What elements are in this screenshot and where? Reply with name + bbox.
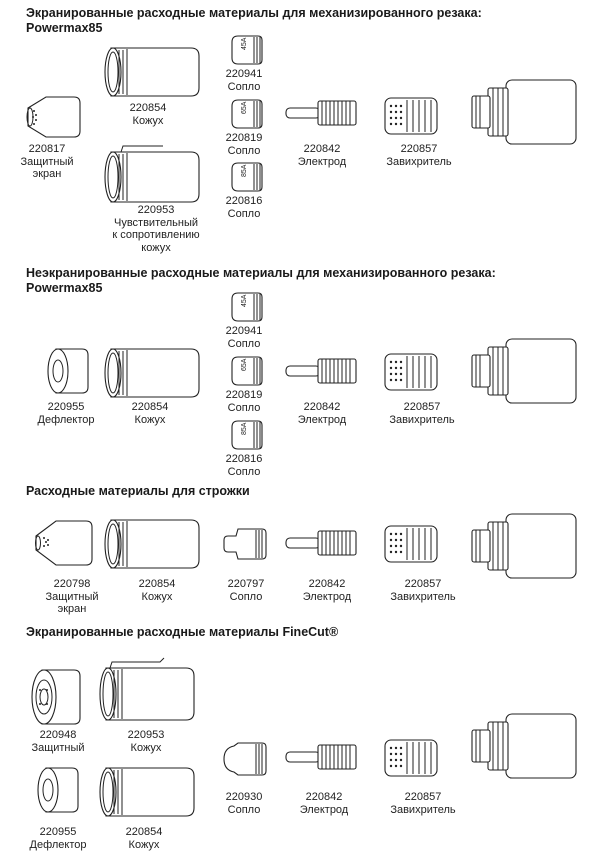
- deflector-220955-image: [46, 347, 90, 395]
- label-220842: [300, 791, 348, 816]
- retaining-cap-220854-image: [103, 516, 201, 572]
- part-code: 220857: [404, 791, 442, 803]
- label-220819: [226, 389, 263, 414]
- section-2-subtitle: Powermax85: [26, 281, 103, 295]
- label-220854: [130, 102, 167, 127]
- section-4-title: [26, 625, 338, 640]
- part-name: экран: [57, 603, 87, 615]
- electrode-220842-image: [284, 356, 360, 386]
- part-code: 220842: [303, 401, 341, 413]
- part-code: 220842: [305, 791, 343, 803]
- section-1-title-line: Экранированные расходные материалы для механизированного резака:: [26, 6, 482, 20]
- part-name: Сопло: [227, 80, 261, 93]
- part-code: 220842: [303, 143, 341, 155]
- nozzle-marking: 65A: [241, 358, 248, 371]
- torch-body-image: [466, 712, 578, 780]
- part-name: Кожух: [134, 413, 166, 426]
- part-code: 220955: [39, 826, 77, 838]
- section-3-title: [26, 484, 250, 499]
- retaining-cap-220854-image: [98, 764, 196, 820]
- part-code: 220816: [225, 453, 263, 465]
- ohmic-cap-220953-image: [98, 656, 198, 722]
- nozzle-220819-image: [228, 355, 264, 387]
- shield-220798-image: [32, 518, 94, 568]
- nozzle-220816-image: [228, 419, 264, 451]
- nozzle-220941-image: [228, 291, 264, 323]
- part-name: Сопло: [229, 590, 263, 603]
- part-name: Завихритель: [386, 155, 452, 168]
- label-220955: [30, 826, 87, 851]
- label-220953: [112, 204, 199, 254]
- part-name: экран: [32, 168, 62, 180]
- label-220854: [132, 401, 169, 426]
- label-220854: [126, 826, 163, 851]
- label-220955: [38, 401, 95, 426]
- label-220816: [226, 195, 263, 220]
- part-code: 220948: [39, 729, 77, 741]
- part-code: 220819: [225, 389, 263, 401]
- part-name: Кожух: [128, 838, 160, 851]
- torch-body-image: [466, 512, 578, 580]
- section-2-title-line: Неэкранированные расходные материалы для механизированного резака:: [26, 266, 496, 280]
- part-name: Электрод: [299, 803, 349, 816]
- part-name: Кожух: [141, 590, 173, 603]
- part-code: 220854: [125, 826, 163, 838]
- label-220941: [226, 68, 263, 93]
- label-220819: [226, 132, 263, 157]
- part-code: 220854: [131, 401, 169, 413]
- electrode-220842-image: [284, 98, 360, 128]
- swirl-ring-220857-image: [383, 352, 439, 392]
- part-code: 220953: [137, 204, 175, 216]
- label-220842: [298, 143, 346, 168]
- part-name: Дефлектор: [37, 413, 95, 426]
- part-name: Завихритель: [390, 803, 456, 816]
- part-code: 220953: [127, 729, 165, 741]
- label-220797: [228, 578, 265, 603]
- deflector-220955-image: [36, 766, 80, 814]
- part-name: Кожух: [130, 741, 162, 754]
- electrode-220842-image: [284, 742, 360, 772]
- label-220798: [45, 578, 98, 616]
- nozzle-marking: 45A: [241, 294, 248, 307]
- part-name: Дефлектор: [29, 838, 87, 851]
- part-name: Сопло: [227, 401, 261, 414]
- shield-220948-image: [30, 668, 82, 726]
- part-name: Электрод: [302, 590, 352, 603]
- part-name: Кожух: [132, 114, 164, 127]
- nozzle-marking: 45A: [241, 37, 248, 50]
- part-name: Защитный: [20, 155, 74, 168]
- part-name: Сопло: [227, 337, 261, 350]
- label-220842: [298, 401, 346, 426]
- nozzle-220816-image: [228, 161, 264, 193]
- section-1-title: [26, 6, 482, 36]
- part-code: 220941: [225, 68, 263, 80]
- part-name: Сопло: [227, 207, 261, 220]
- nozzle-marking: 65A: [241, 101, 248, 114]
- label-220930: [226, 791, 263, 816]
- label-220953: [128, 729, 165, 754]
- part-name: Электрод: [297, 413, 347, 426]
- part-code: 220817: [28, 143, 66, 155]
- part-code: 220816: [225, 195, 263, 207]
- nozzle-220819-image: [228, 98, 264, 130]
- part-code: 220955: [47, 401, 85, 413]
- section-4-title-line: Экранированные расходные материалы FineCut®: [26, 625, 339, 639]
- part-name: кожух: [141, 241, 171, 254]
- nozzle-220941-image: [228, 34, 264, 66]
- nozzle-marking: 85A: [241, 164, 248, 177]
- label-220857: [386, 143, 451, 168]
- part-name: Защитный: [31, 741, 85, 754]
- shield-220817-image: [22, 94, 82, 140]
- nozzle-220930-image: [222, 740, 268, 778]
- section-3-title-line: Расходные материалы для строжки: [26, 484, 250, 498]
- label-220854: [139, 578, 176, 603]
- part-name: Сопло: [227, 144, 261, 157]
- nozzle-marking: 85A: [241, 422, 248, 435]
- swirl-ring-220857-image: [383, 524, 439, 564]
- part-name: Завихритель: [390, 590, 456, 603]
- retaining-cap-220854-image: [103, 345, 201, 401]
- part-code: 220857: [400, 143, 438, 155]
- part-code: 220798: [53, 578, 91, 590]
- retaining-cap-220854-image: [103, 44, 201, 100]
- electrode-220842-image: [284, 528, 360, 558]
- part-code: 220854: [129, 102, 167, 114]
- label-220857: [389, 401, 454, 426]
- part-name: Защитный: [45, 590, 99, 603]
- nozzle-220797-image: [222, 526, 268, 562]
- part-code: 220857: [403, 401, 441, 413]
- label-220842: [303, 578, 351, 603]
- part-name: Чувствительный: [113, 216, 199, 229]
- part-code: 220819: [225, 132, 263, 144]
- part-name: к сопротивлению: [112, 229, 200, 241]
- swirl-ring-220857-image: [383, 738, 439, 778]
- label-220941: [226, 325, 263, 350]
- label-220817: [20, 143, 73, 181]
- part-name: Сопло: [227, 803, 261, 816]
- torch-body-image: [466, 337, 578, 405]
- part-code: 220941: [225, 325, 263, 337]
- label-220816: [226, 453, 263, 478]
- section-1-subtitle: Powermax85: [26, 21, 103, 35]
- part-code: 220842: [308, 578, 346, 590]
- part-name: Завихритель: [389, 413, 455, 426]
- label-220857: [390, 578, 455, 603]
- torch-body-image: [466, 78, 578, 146]
- part-name: Электрод: [297, 155, 347, 168]
- swirl-ring-220857-image: [383, 96, 439, 136]
- ohmic-cap-220953-image: [103, 144, 201, 204]
- label-220948: [31, 729, 84, 754]
- part-code: 220797: [227, 578, 265, 590]
- part-code: 220930: [225, 791, 263, 803]
- part-code: 220854: [138, 578, 176, 590]
- part-code: 220857: [404, 578, 442, 590]
- label-220857: [390, 791, 455, 816]
- part-name: Сопло: [227, 465, 261, 478]
